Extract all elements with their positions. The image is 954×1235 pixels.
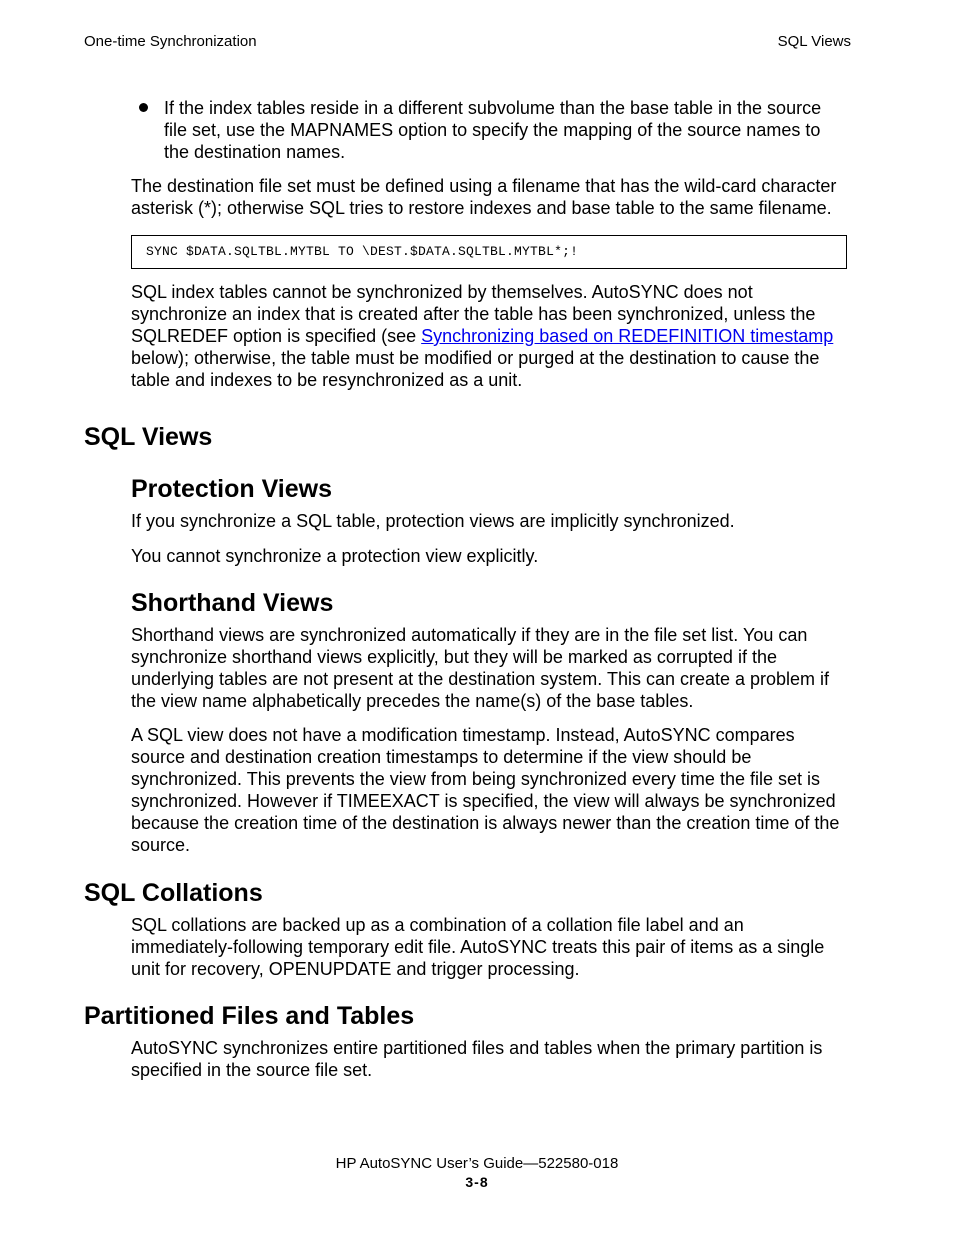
destination-paragraph: The destination file set must be defined using a filename that has the wild-card character asterisk (*); otherwise SQL tries to restore indexes and base table to the same filename. xyxy=(131,176,837,218)
redefinition-link[interactable]: Synchronizing based on REDEFINITION timestamp xyxy=(421,326,834,346)
heading-partitioned: Partitioned Files and Tables xyxy=(84,1002,415,1030)
protection-paragraph-1: If you synchronize a SQL table, protection views are implicitly synchronized. xyxy=(131,511,735,531)
running-footer xyxy=(0,1154,954,1192)
collations-paragraph: SQL collations are backed up as a combination of a collation file label and an immediately-following temporary edit file. AutoSYNC treats this pair of items as a single unit for recovery, OPENUPDATE and trigger processing. xyxy=(131,915,825,979)
code-text: SYNC $DATA.SQLTBL.MYTBL TO \DEST.$DATA.SQLTBL.MYTBL*;! xyxy=(146,244,579,259)
running-header xyxy=(84,32,851,52)
bullet-list xyxy=(131,97,847,163)
code-example xyxy=(131,235,847,269)
page-content xyxy=(0,97,954,1081)
header-chapter-title: One-time Synchronization xyxy=(84,33,257,50)
index-text-before: SQL index tables cannot be synchronized by themselves. AutoSYNC does not synchronize an index that is created after the table has been synchronized, unless the SQLREDEF option is specified (see xyxy=(131,282,816,346)
protection-paragraph-2: You cannot synchronize a protection view explicitly. xyxy=(131,546,539,566)
header-section-title: SQL Views xyxy=(777,33,851,50)
shorthand-paragraph-2: A SQL view does not have a modification timestamp. Instead, AutoSYNC compares source and destination creation timestamps to determine if the view should be synchronized. This prevents the view from being synchronized every time the file set is synchronized. However if TIMEEXACT is specified, the view will always be synchronized because the creation time of the destination is always newer than the creation time of the source. xyxy=(131,725,840,855)
page-number: 3-8 xyxy=(465,1174,489,1190)
bullet-icon xyxy=(139,103,148,112)
heading-sql-views: SQL Views xyxy=(84,423,213,451)
list-item xyxy=(131,97,847,163)
partitioned-paragraph: AutoSYNC synchronizes entire partitioned files and tables when the primary partition is specified in the source file set. xyxy=(131,1038,823,1080)
heading-sql-collations: SQL Collations xyxy=(84,879,263,907)
heading-shorthand-views: Shorthand Views xyxy=(131,589,334,617)
index-text-after: below); otherwise, the table must be modified or purged at the destination to cause the table and indexes to be resynchronized as a unit. xyxy=(131,348,820,390)
footer-title: HP AutoSYNC User’s Guide—522580-018 xyxy=(335,1155,619,1172)
index-paragraph xyxy=(131,281,847,391)
heading-protection-views: Protection Views xyxy=(131,475,332,503)
shorthand-paragraph-1: Shorthand views are synchronized automatically if they are in the file set list. You can synchronize shorthand views explicitly, but they will be marked as corrupted if the underlying tables are not present at the destination system. This can create a problem if the view name alphabetically precedes the name(s) of the base tables. xyxy=(131,625,830,711)
bullet-text: If the index tables reside in a different subvolume than the base table in the source file set, use the MAPNAMES option to specify the mapping of the source names to the destination names. xyxy=(164,98,822,162)
